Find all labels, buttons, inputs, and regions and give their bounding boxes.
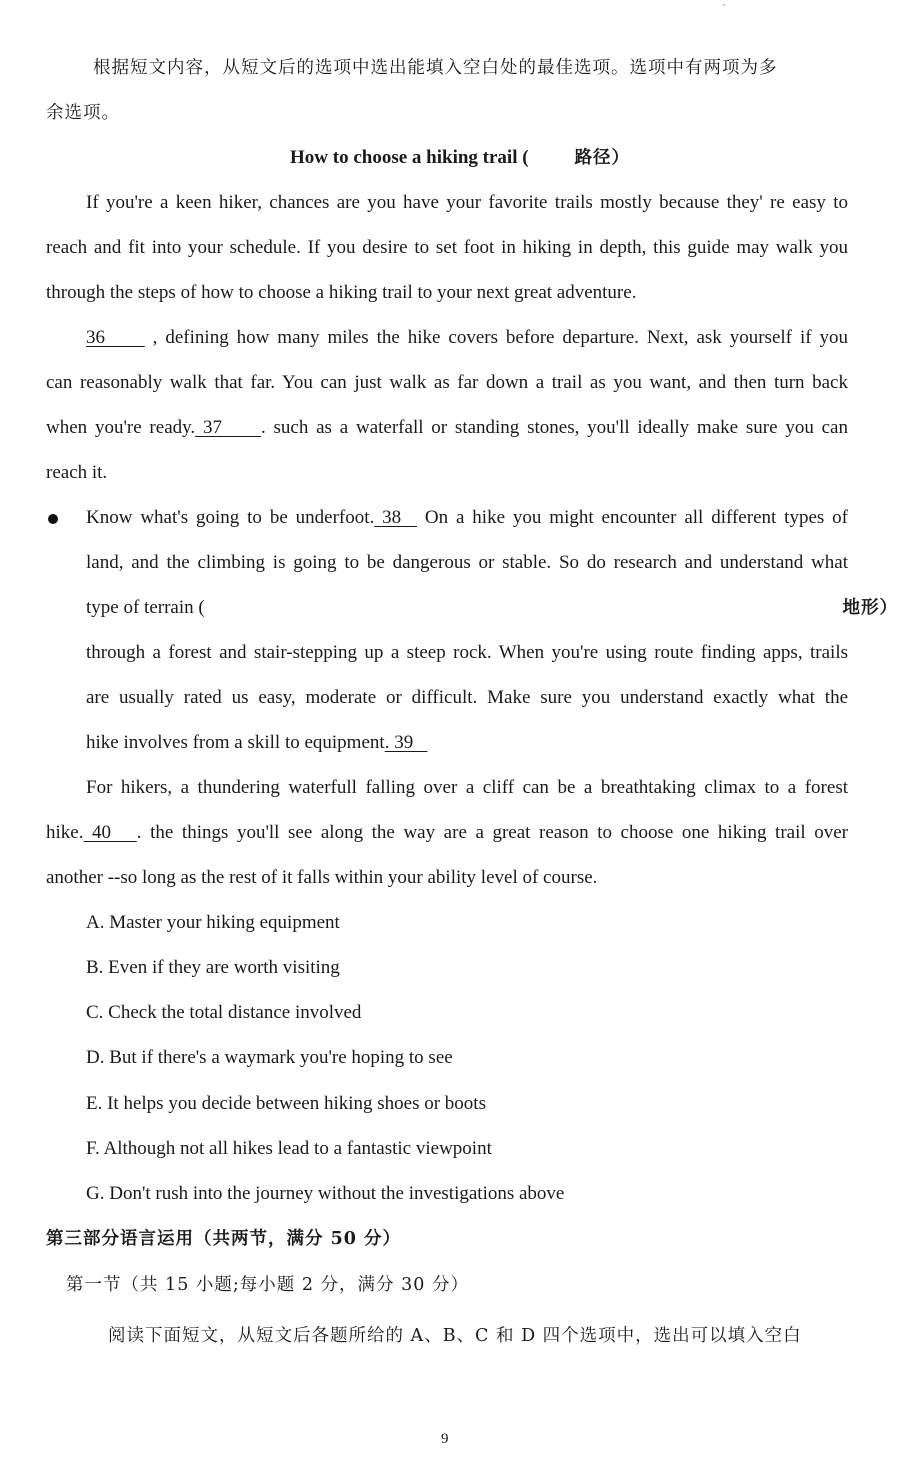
bullet-line-1 <box>86 504 848 532</box>
blank-39: . 39 <box>384 732 428 753</box>
para4-line-2-a: hike. <box>46 822 84 843</box>
para1-line-2: reach and fit into your schedule. If you desire to set foot in hiking in depth, this guide may walk you <box>46 237 848 258</box>
para2-line-4: reach it. <box>46 462 108 483</box>
blank-38: 38 <box>374 507 417 528</box>
bullet-icon <box>48 514 58 524</box>
bullet-line-2: land, and the climbing is going to be dangerous or stable. So do research and understand what <box>86 552 848 573</box>
scan-speck <box>723 4 725 6</box>
para2-line-3 <box>46 414 848 442</box>
option-e: E. It helps you decide between hiking shoes or boots <box>86 1093 486 1114</box>
option-a: A. Master your hiking equipment <box>86 912 340 933</box>
passage-title-en: How to choose a hiking trail ( <box>290 147 529 168</box>
page-number: 9 <box>441 1431 449 1447</box>
option-d: D. But if there's a waymark you're hoping to see <box>86 1047 453 1068</box>
part3-section1: 第一节（共 15 小题;每小题 2 分，满分 30 分） <box>66 1275 469 1295</box>
para4-line-2 <box>46 819 848 847</box>
part3-heading: 第三部分语言运用（共两节，满分 50 分） <box>46 1229 402 1249</box>
para2-line-2: can reasonably walk that far. You can just walk as far down a trail as you want, and then turn back <box>46 372 848 393</box>
para2-line-1 <box>86 324 848 352</box>
para1-line-3: through the steps of how to choose a hiking trail to your next great adventure. <box>46 282 637 303</box>
blank-36: 36 <box>86 327 145 348</box>
para4-line-3: another --so long as the rest of it falls within your ability level of course. <box>46 867 598 888</box>
option-c: C. Check the total distance involved <box>86 1002 362 1023</box>
option-f: F. Although not all hikes lead to a fantastic viewpoint <box>86 1138 492 1159</box>
passage-title <box>290 144 630 172</box>
bullet-line-1-a: Know what's going to be underfoot. <box>86 507 375 528</box>
para4-line-1: For hikers, a thundering waterfull falling over a cliff can be a breathtaking climax to a forest <box>86 777 848 798</box>
bullet-line-3 <box>86 594 898 622</box>
para4-line-2-b: . the things you'll see along the way are a great reason to choose one hiking trail over <box>136 822 848 843</box>
option-b: B. Even if they are worth visiting <box>86 957 340 978</box>
instruction-line-1: 根据短文内容，从短文后的选项中选出能填入空白处的最佳选项。选项中有两项为多 <box>93 58 778 78</box>
para2-line-3-b: . such as a waterfall or standing stones, you'll ideally make sure you can <box>260 417 848 438</box>
instruction-line-2: 余选项。 <box>46 103 120 123</box>
blank-37: 37 <box>195 417 261 438</box>
bullet-line-5: are usually rated us easy, moderate or difficult. Make sure you understand exactly what the <box>86 687 848 708</box>
part3-instruction: 阅读下面短文，从短文后各题所给的 A、B、C 和 D 四个选项中，选出可以填入空白 <box>108 1326 802 1346</box>
para1-line-1: If you're a keen hiker, chances are you have your favorite trails mostly because they' re easy to <box>86 192 848 213</box>
bullet-line-1-b: On a hike you might encounter all different types of <box>416 507 849 528</box>
bullet-line-3-a: type of terrain ( <box>86 597 205 618</box>
blank-40: 40 <box>83 822 137 843</box>
para2-line-1-text: , defining how many miles the hike covers before departure. Next, ask yourself if you <box>144 327 848 348</box>
option-g: G. Don't rush into the journey without the investigations above <box>86 1183 565 1204</box>
bullet-line-6-a: hike involves from a skill to equipment <box>86 732 385 753</box>
bullet-line-6 <box>86 729 427 757</box>
bullet-line-4: through a forest and stair-stepping up a steep rock. When you're using route finding apps, trails <box>86 642 848 663</box>
bullet-line-3-zh: 地形） <box>842 598 898 618</box>
passage-title-zh: 路径） <box>574 148 631 168</box>
para2-line-3-a: when you're ready. <box>46 417 196 438</box>
